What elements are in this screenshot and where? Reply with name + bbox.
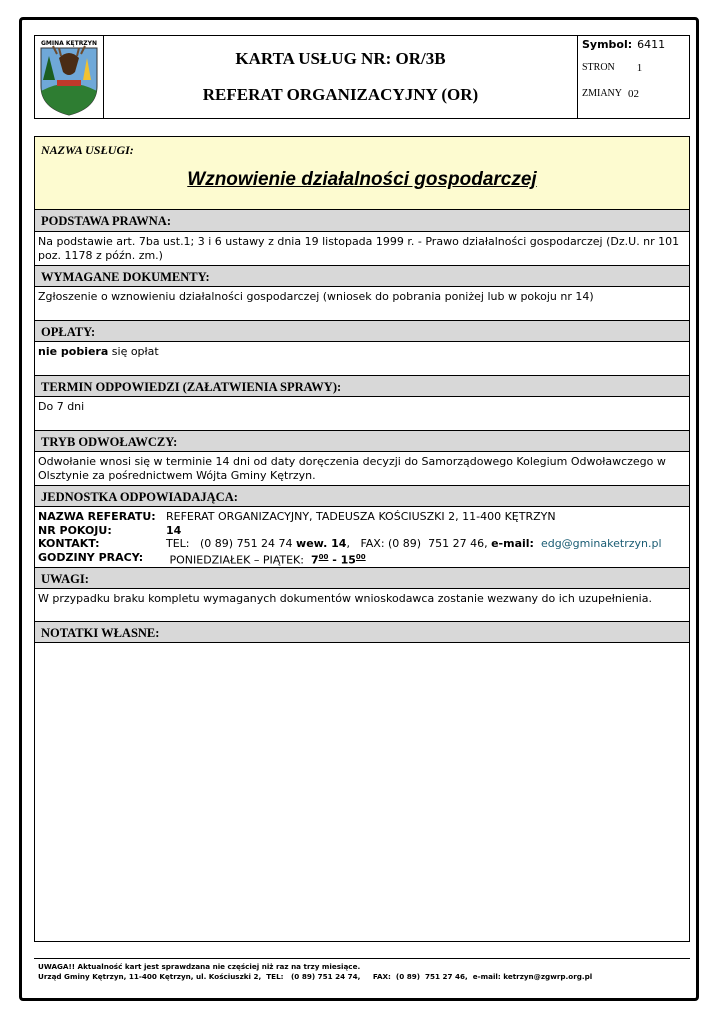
hours-to-minutes: 00 [355,552,366,561]
service-name-box [35,137,689,210]
legal-basis-heading: PODSTAWA PRAWNA: [35,210,689,232]
room-row [38,524,686,538]
unit-name-label: NAZWA REFERATU: [38,510,156,523]
appeal-text: Odwołanie wnosi się w terminie 14 dni od daty doręczenia decyzji do Samorządowego Kolegium Odwoławczego w Olsztynie za pośrednictwem Wójta Gminy Kętrzyn. [35,452,689,486]
coat-of-arms-logo [35,36,104,118]
remarks-text: W przypadku braku kompletu wymaganych dokumentów wnioskodawca zostanie wezwany do ich uzupełnienia. [35,589,689,622]
document-header [34,35,690,119]
phone-extension: wew. 14 [296,537,347,550]
changes-value: 02 [628,88,639,100]
symbol-label: Symbol: [582,38,633,51]
notes-area[interactable] [35,643,689,942]
department-title: REFERAT ORGANIZACYJNY (OR) [202,85,479,104]
fees-bold: nie pobiera [38,345,109,358]
remarks-heading: UWAGI: [35,568,689,589]
unit-name-row [38,510,686,524]
phone-text: TEL: (0 89) 751 24 74 [166,537,297,550]
contact-label: KONTAKT: [38,537,100,550]
fees-text [35,342,689,376]
footer-divider [34,958,690,959]
hours-to: 15 [340,553,356,567]
room-label: NR POKOJU: [38,523,112,537]
deadline-text: Do 7 dni [35,397,689,431]
hours-text: PONIEDZIAŁEK – PIĄTEK: [166,553,311,567]
deadline-heading: TERMIN ODPOWIEDZI (ZAŁATWIENIA SPRAWY): [35,376,689,397]
service-card [34,136,690,942]
unit-name-value: REFERAT ORGANIZACYJNY, TADEUSZA KOŚCIUSZKI 2, 11-400 KĘTRZYN [166,510,556,523]
fax-text: , FAX: (0 89) 751 27 46, [346,537,492,550]
service-name-label: NAZWA USŁUGI: [41,143,134,157]
hours-label: GODZINY PRACY: [38,550,144,564]
hours-separator: - [328,553,341,567]
service-title: Wznowienie działalności gospodarczej [187,169,537,190]
fees-heading: OPŁATY: [35,321,689,342]
logo-caption: GMINA KĘTRZYN [40,40,98,47]
appeal-heading: TRYB ODWOŁAWCZY: [35,431,689,452]
changes-label: ZMIANY [582,88,622,99]
email-link[interactable]: edg@gminaketrzyn.pl [540,537,662,550]
footer-note: UWAGA!! Aktualność kart jest sprawdzana nie częściej niż raz na trzy miesiące. [38,962,361,971]
legal-basis-text: Na podstawie art. 7ba ust.1; 3 i 6 ustawy z dnia 19 listopada 1999 r. - Prawo działalności gospodarczej (Dz.U. nr 101 poz. 1178 z późn. zm.) [35,232,689,266]
card-number-title: KARTA USŁUG NR: OR/3B [235,49,446,68]
unit-details [35,507,689,568]
pages-label: STRON [582,62,615,73]
pages-value: 1 [636,62,643,74]
hours-from: 7 [310,553,319,567]
header-title-block [104,36,578,118]
room-value: 14 [166,523,182,537]
notes-heading: NOTATKI WŁASNE: [35,622,689,643]
page-footer [38,962,592,982]
documents-heading: WYMAGANE DOKUMENTY: [35,266,689,287]
contact-row [38,537,686,551]
header-meta-block [578,36,689,118]
footer-contact: Urząd Gminy Kętrzyn, 11-400 Kętrzyn, ul. Kościuszki 2, TEL: (0 89) 751 24 74, FAX: (0 89) 751 27 46, e-mail: ketrzyn@zgwrp.org.pl [38,972,593,981]
fees-rest: się opłat [108,345,159,358]
hours-row [38,551,686,567]
documents-text: Zgłoszenie o wznowieniu działalności gospodarczej (wniosek do pobrania poniżej lub w pokoju nr 14) [35,287,689,321]
unit-heading: JEDNOSTKA ODPOWIADAJĄCA: [35,486,689,507]
email-label: e-mail: [491,537,534,550]
coat-of-arms-icon [35,36,103,118]
hours-from-minutes: 00 [318,552,329,561]
symbol-value: 6411 [637,38,666,51]
